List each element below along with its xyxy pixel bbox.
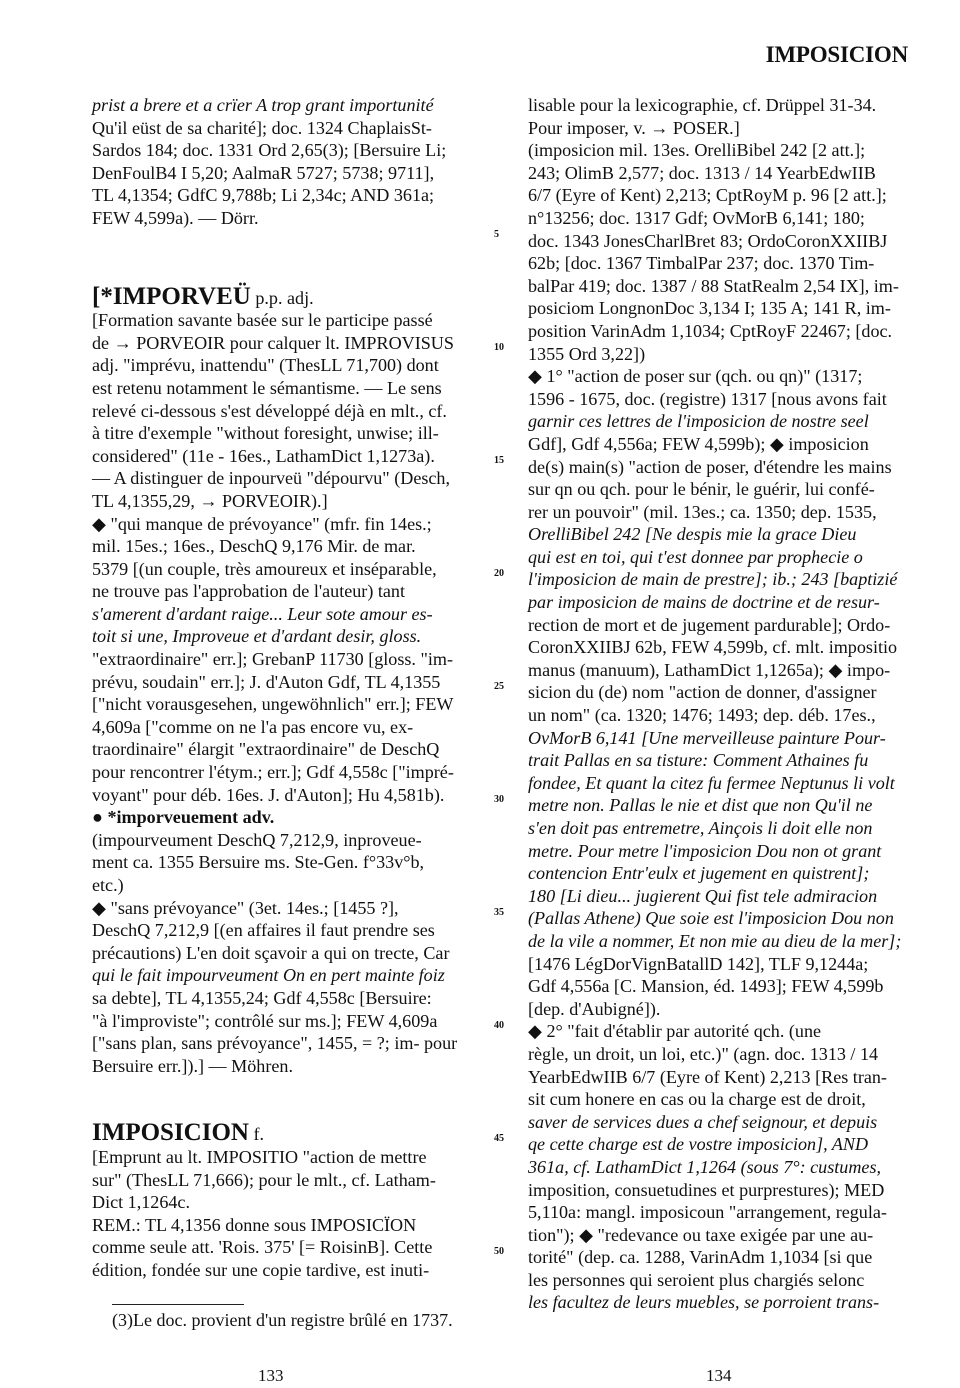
line-number: 45 bbox=[494, 1133, 504, 1144]
text-line: 361a, cf. LathamDict 1,1264 (sous 7°: custumes, bbox=[528, 1156, 882, 1177]
line-number: 5 bbox=[494, 229, 499, 240]
text-line: OvMorB 6,141 [Une merveilleuse painture Pour- bbox=[528, 727, 886, 748]
text-line: ◆ 2° "fait d'établir par autorité qch. (une bbox=[528, 1021, 822, 1042]
line-number: 20 bbox=[494, 568, 504, 579]
text-line: manus (manuum), LathamDict 1,1265a); ◆ impo- bbox=[528, 659, 891, 680]
text-line: Bersuire err.]).] — Möhren. bbox=[92, 1055, 293, 1076]
text-line: ◆ 1° "action de poser sur (qch. ou qn)" (1317; bbox=[528, 366, 863, 387]
text-line: 5,110a: mangl. imposicoun "arrangement, regula- bbox=[528, 1202, 887, 1223]
text-line: ne trouve pas l'approbation de l'auteur) tant bbox=[92, 581, 406, 602]
text-line: (Pallas Athene) Que soie est l'imposicion Dou non bbox=[528, 908, 894, 929]
text-line: metre. Pour metre l'imposicion Dou non ot grant bbox=[528, 840, 882, 861]
text-line: un nom" (ca. 1320; 1476; 1493; dep. déb. 17es., bbox=[528, 705, 876, 726]
text-line: ment ca. 1355 Bersuire ms. Ste-Gen. f°33v°b, bbox=[92, 852, 425, 873]
text-line: fondee, Et quant la citez fu fermee Neptunus li volt bbox=[528, 772, 895, 793]
text-line: adj. "imprévu, inattendu" (ThesLL 71,700) dont bbox=[92, 355, 439, 376]
text-line: prist a brere et a crïer A trop grant importunité bbox=[92, 95, 434, 115]
line-number: 25 bbox=[494, 681, 504, 692]
text-line: DenFoulB4 I 5,20; AalmaR 5727; 5738; 9711], bbox=[92, 162, 435, 183]
text-line: balPar 419; doc. 1387 / 88 StatRealm 2,54 IX], im- bbox=[528, 275, 899, 296]
text-line: 243; OlimB 2,577; doc. 1313 / 14 YearbEdwIIB bbox=[528, 162, 876, 183]
text-line: posiciom LongnonDoc 3,134 I; 135 A; 141 R, im- bbox=[528, 298, 891, 319]
text-line: 5379 [(un couple, très amoureux et inséparable, bbox=[92, 558, 437, 579]
text-line: pour rencontrer l'étym.; err.]; Gdf 4,558c ["impré- bbox=[92, 762, 454, 783]
text-line: saver de services dues a chef seignour, et depuis bbox=[528, 1111, 878, 1132]
text-line: 4,609a ["comme on ne l'a pas encore vu, ex- bbox=[92, 716, 414, 737]
line-number: 15 bbox=[494, 455, 504, 466]
sub-lemma-imporveuement: ● *imporveuement adv. bbox=[92, 807, 275, 828]
text-line: relevé ci-dessous s'est développé déjà en mlt., cf. bbox=[92, 400, 447, 421]
text-line: de(s) main(s) "action de poser, d'étendre les mains bbox=[528, 456, 892, 477]
text-line: torité" (dep. ca. 1288, VarinAdm 1,1034 [si que bbox=[528, 1247, 873, 1268]
text-line: sa debte], TL 4,1355,24; Gdf 4,558c [Bersuire: bbox=[92, 987, 432, 1008]
text-line: [Formation savante basée sur le participe passé bbox=[92, 310, 433, 331]
text-line: OrelliBibel 242 [Ne despis mie la grace Dieu bbox=[528, 524, 857, 545]
text-line: est retenu notamment le sémantisme. — Le sens bbox=[92, 377, 442, 398]
text-line: s'en doit pas entremetre, Ainçois li doit elle non bbox=[528, 818, 873, 838]
running-head: IMPOSICION bbox=[765, 42, 908, 67]
text-line: ◆ "qui manque de prévoyance" (mfr. fin 14es.; bbox=[92, 513, 432, 534]
text-line: — A distinguer de inpourveü "dépourvu" (Desch, bbox=[92, 468, 450, 489]
text-line: Sardos 184; doc. 1331 Ord 2,65(3); [Bersuire Li; bbox=[92, 140, 447, 161]
text-line: de → PORVEOIR pour calquer lt. IMPROVISUS bbox=[92, 332, 454, 353]
text-line: mil. 15es.; 16es., DeschQ 9,176 Mir. de mar. bbox=[92, 536, 416, 557]
text-line: ◆ "sans prévoyance" (3et. 14es.; [1455 ?], bbox=[92, 897, 399, 918]
text-line: 62b; [doc. 1367 TimbalPar 237; doc. 1370 Tim- bbox=[528, 253, 875, 274]
text-line: garnir ces lettres de l'imposicion de nostre seel bbox=[528, 411, 869, 432]
text-line: Dict 1,1264c. bbox=[92, 1192, 190, 1213]
text-line: doc. 1343 JonesCharlBret 83; OrdoCoronXXIIBJ bbox=[528, 230, 888, 251]
text-line: [1476 LégDorVignBatallD 142], TLF 9,1244a; bbox=[528, 953, 869, 974]
text-line: règle, un droit, un loi, etc.)" (agn. doc. 1313 / 14 bbox=[528, 1043, 879, 1064]
text-line: sicion du (de) nom "action de donner, d'assigner bbox=[528, 682, 877, 703]
text-line: rection de mort et de jugement pardurable]; Ordo- bbox=[528, 614, 891, 635]
text-line: CoronXXIIBJ 62b, FEW 4,599b, cf. mlt. impositio bbox=[528, 637, 898, 658]
text-line: les facultez de leurs muebles, se porroient trans- bbox=[528, 1292, 880, 1313]
text-line: etc.) bbox=[92, 875, 124, 895]
text-line: à titre d'exemple "without foresight, unwise; ill- bbox=[92, 423, 439, 444]
footnote: (3)Le doc. provient d'un registre brûlé en 1737. bbox=[112, 1310, 453, 1330]
text-line: considered" (11e - 16es., LathamDict 1,1273a). bbox=[92, 445, 435, 466]
text-line: TL 4,1354; GdfC 9,788b; Li 2,34c; AND 361a; bbox=[92, 185, 435, 206]
text-line: DeschQ 7,212,9 [(en affaires il faut prendre ses bbox=[92, 920, 435, 941]
text-line: position VarinAdm 1,1034; CptRoyF 22467; [doc. bbox=[528, 320, 893, 341]
text-line: de la vile a nommer, Et non mie au dieu de la mer]; bbox=[528, 930, 902, 951]
text-line: tion"); ◆ "redevance ou taxe exigée par une au- bbox=[528, 1224, 874, 1245]
text-line: TL 4,1355,29, → PORVEOIR).] bbox=[92, 490, 328, 511]
text-line: 180 [Li dieu... jugierent Qui fist tele admiracion bbox=[528, 885, 878, 906]
text-line: comme seule att. 'Rois. 375' [= RoisinB]. Cette bbox=[92, 1237, 433, 1258]
left-column bbox=[92, 94, 474, 1282]
text-line: toit si une, Improveue et d'ardant desir, gloss. bbox=[92, 626, 422, 647]
text-line: s'amerent d'ardant raige... Leur sote amour es- bbox=[92, 603, 433, 624]
text-line: qui le fait impourveument On en pert mainte foiz bbox=[92, 965, 445, 986]
text-line: rer un pouvoir" (mil. 13es.; ca. 1350; dep. 1535, bbox=[528, 501, 877, 522]
text-line: édition, fondée sur une copie tardive, est inuti- bbox=[92, 1259, 430, 1280]
text-line: [Emprunt au lt. IMPOSITIO "action de mettre bbox=[92, 1146, 427, 1167]
text-line: précautions) L'en doit sçavoir a qui on trecte, Car bbox=[92, 942, 450, 963]
entry-heading-imposicion: IMPOSICION f. bbox=[92, 1119, 265, 1147]
text-line: trait Pallas en sa tisture: Comment Athaines fu bbox=[528, 750, 869, 771]
line-number: 30 bbox=[494, 794, 504, 805]
text-line: 6/7 (Eyre of Kent) 2,213; CptRoyM p. 96 [2 att.]; bbox=[528, 185, 887, 206]
text-line: sur" (ThesLL 71,666); pour le mlt., cf. Latham- bbox=[92, 1169, 436, 1190]
text-line: [dep. d'Aubigné]). bbox=[528, 998, 661, 1019]
text-line: "à l'improviste"; contrôlé sur ms.]; FEW 4,609a bbox=[92, 1010, 438, 1031]
text-line: les personnes qui seroient plus chargiés selonc bbox=[528, 1269, 865, 1290]
line-number: 10 bbox=[494, 342, 504, 353]
text-line: voyant" pour déb. 16es. J. d'Auton]; Hu 4,581b). bbox=[92, 784, 445, 805]
text-line: (impourveument DeschQ 7,212,9, inproveue- bbox=[92, 829, 422, 850]
entry-heading-imporveu: [*IMPORVEÜ p.p. adj. bbox=[92, 282, 314, 310]
line-number: 40 bbox=[494, 1020, 504, 1031]
text-line: Qu'il eüst de sa charité]; doc. 1324 ChaplaisSt- bbox=[92, 117, 432, 138]
text-line: 1596 - 1675, doc. (registre) 1317 [nous avons fait bbox=[528, 388, 887, 409]
text-line: "extraordinaire" err.]; GrebanP 11730 [gloss. "im- bbox=[92, 649, 453, 670]
line-number: 50 bbox=[494, 1246, 504, 1257]
page-number-left: 133 bbox=[258, 1366, 284, 1385]
text-line: sur qn ou qch. pour le bénir, le guérir, lui confé- bbox=[528, 479, 875, 500]
text-line: imposition, consuetudines et purprestures); MED bbox=[528, 1179, 885, 1200]
right-column bbox=[528, 94, 912, 1314]
text-line: YearbEdwIIB 6/7 (Eyre of Kent) 2,213 [Res tran- bbox=[528, 1066, 887, 1087]
text-line: ["sans plan, sans prévoyance", 1455, = ?; im- pour bbox=[92, 1033, 458, 1054]
text-line: Gdf 4,556a [C. Mansion, éd. 1493]; FEW 4,599b bbox=[528, 976, 884, 997]
text-line: metre non. Pallas le nie et dist que non Qu'il ne bbox=[528, 795, 873, 816]
text-line: FEW 4,599a). — Dörr. bbox=[92, 207, 259, 228]
text-line: REM.: TL 4,1356 donne sous IMPOSICÏON bbox=[92, 1214, 417, 1235]
text-line: l'imposicion de main de prestre]; ib.; 243 [baptizié bbox=[528, 569, 898, 590]
text-line: qe cette charge est de vostre imposicion], AND bbox=[528, 1134, 869, 1155]
text-line: Gdf], Gdf 4,556a; FEW 4,599b); ◆ imposicion bbox=[528, 433, 869, 454]
text-line: (imposicion mil. 13es. OrelliBibel 242 [2 att.]; bbox=[528, 140, 866, 161]
text-line: traordinaire" élargit "extraordinaire" de DeschQ bbox=[92, 739, 440, 760]
footnote-rule bbox=[112, 1304, 244, 1305]
text-line: sit cum honere en cas ou la charge est de droit, bbox=[528, 1089, 866, 1110]
text-line: prévu, soudain" err.]; J. d'Auton Gdf, TL 4,1355 bbox=[92, 671, 441, 692]
text-line: par imposicion de mains de doctrine et de resur- bbox=[528, 592, 880, 613]
text-line: qui est en toi, qui t'est donnee par prophecie o bbox=[528, 546, 863, 567]
text-line: n°13256; doc. 1317 Gdf; OvMorB 6,141; 180; bbox=[528, 207, 865, 228]
text-line: ["nicht vorausgesehen, ungewöhnlich" err.]; FEW bbox=[92, 694, 454, 715]
line-number: 35 bbox=[494, 907, 504, 918]
text-line: contencion Entr'eulx et jugement en quistrent]; bbox=[528, 863, 870, 884]
text-line: 1355 Ord 3,22]) bbox=[528, 343, 646, 364]
text-line: Pour imposer, v. → POSER.] bbox=[528, 117, 740, 138]
text-line: lisable pour la lexicographie, cf. Drüppel 31-34. bbox=[528, 95, 877, 115]
page-number-right: 134 bbox=[706, 1366, 732, 1385]
